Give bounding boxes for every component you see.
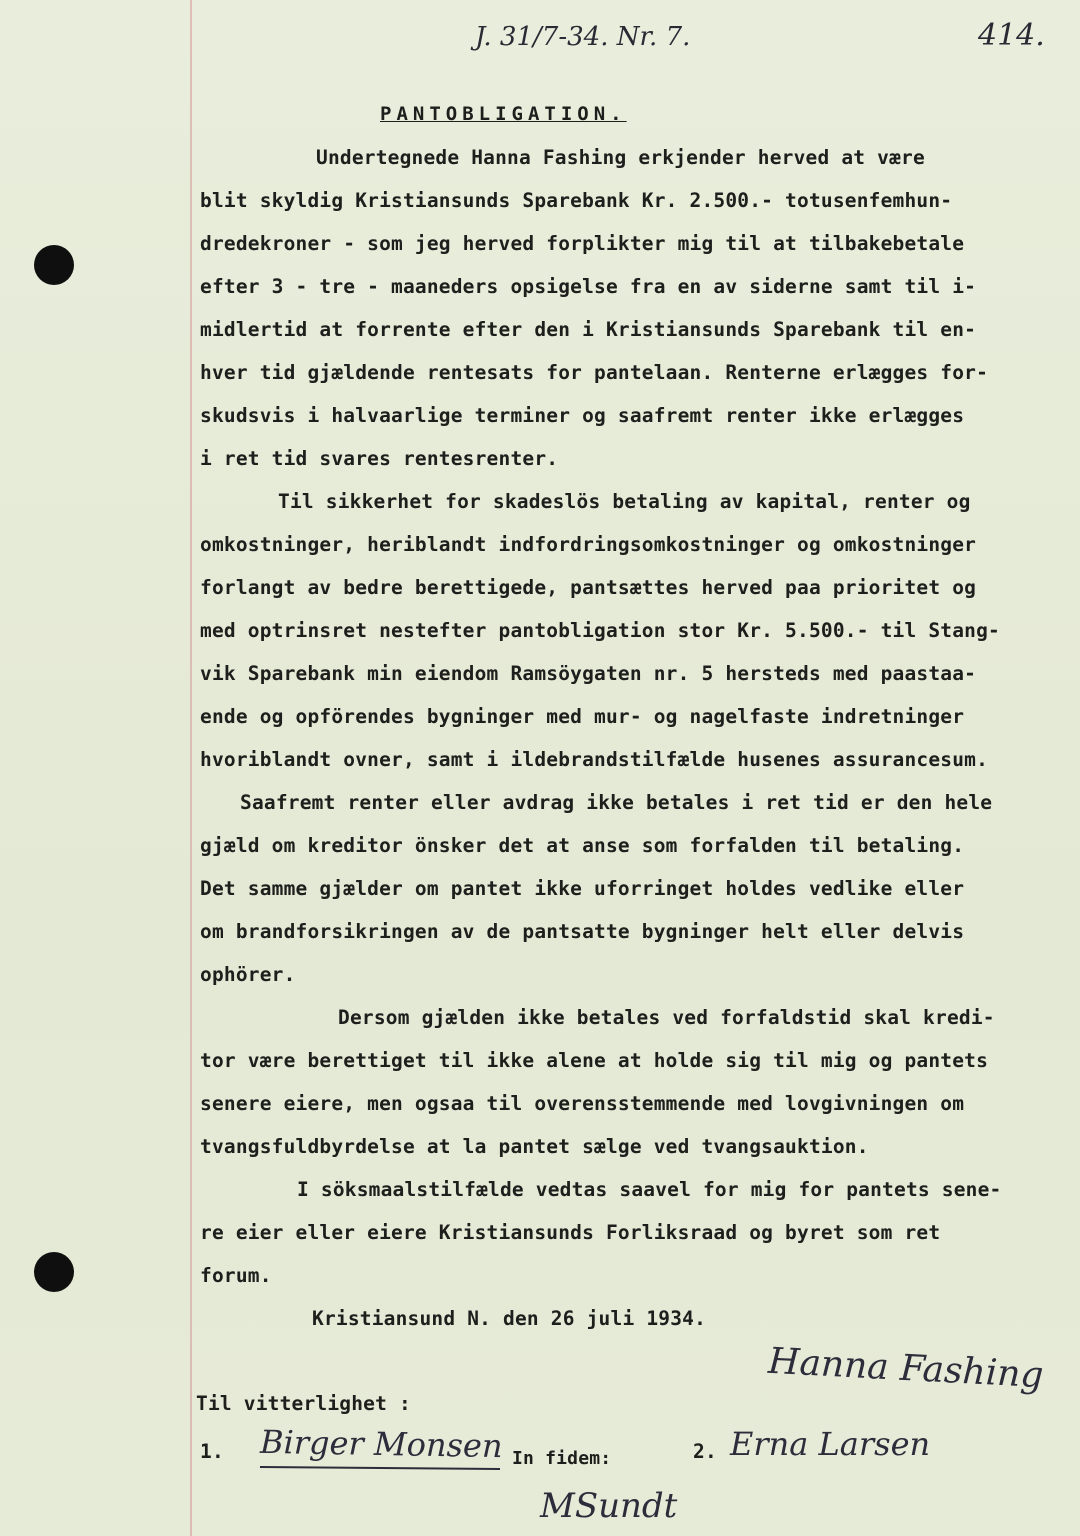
text-line: tor være berettiget til ikke alene at holde sig til mig og pantets — [200, 1049, 989, 1072]
text-line: i ret tid svares rentesrenter. — [200, 447, 559, 470]
text-line: Saafremt renter eller avdrag ikke betales i ret tid er den hele — [240, 791, 993, 814]
signature-witness-1: Birger Monsen — [259, 1422, 503, 1466]
text-line: re eier eller eiere Kristiansunds Forliksraad og byret som ret — [200, 1221, 941, 1244]
text-line: om brandforsikringen av de pantsatte bygninger helt eller delvis — [200, 920, 965, 943]
text-line: Dersom gjælden ikke betales ved forfaldstid skal kredi- — [338, 1006, 995, 1029]
signature-debtor: Hanna Fashing — [767, 1340, 1045, 1397]
text-line: skudsvis i halvaarlige terminer og saafremt renter ikke erlægges — [200, 404, 965, 427]
text-line: vik Sparebank min eiendom Ramsöygaten nr. 5 hersteds med paastaa- — [200, 662, 977, 685]
document-title: PANTOBLIGATION. — [380, 103, 627, 125]
text-line: gjæld om kreditor önsker det at anse som forfalden til betaling. — [200, 834, 965, 857]
text-line: forlangt av bedre berettigede, pantsættes herved paa prioritet og — [200, 576, 977, 599]
text-line: hver tid gjældende rentesats for pantelaan. Renterne erlægges for- — [200, 361, 989, 384]
text-line: I söksmaalstilfælde vedtas saavel for mig for pantets sene- — [297, 1178, 1002, 1201]
margin-line — [190, 0, 192, 1536]
witness-label: Til vitterlighet : — [196, 1392, 411, 1415]
text-line: ende og opförendes bygninger med mur- og nagelfaste indretninger — [200, 705, 965, 728]
punch-hole-bottom — [34, 1252, 74, 1292]
text-line: Til sikkerhet for skadeslös betaling av kapital, renter og — [278, 490, 971, 513]
text-line: ophörer. — [200, 963, 296, 986]
in-fidem-label: In fidem: — [512, 1448, 612, 1469]
text-line: Kristiansund N. den 26 juli 1934. — [312, 1307, 707, 1330]
witness-number-2: 2. — [693, 1440, 717, 1463]
text-line: forum. — [200, 1264, 272, 1287]
text-line: midlertid at forrente efter den i Kristiansunds Sparebank til en- — [200, 318, 977, 341]
signature-notary: MSundt — [540, 1486, 678, 1526]
text-line: Det samme gjælder om pantet ikke uforringet holdes vedlike eller — [200, 877, 965, 900]
text-line: Undertegnede Hanna Fashing erkjender herved at være — [316, 146, 925, 169]
text-line: efter 3 - tre - maaneders opsigelse fra en av siderne samt til i- — [200, 275, 977, 298]
text-line: dredekroner - som jeg herved forplikter mig til at tilbakebetale — [200, 232, 965, 255]
witness-number-1: 1. — [200, 1440, 224, 1463]
text-line: blit skyldig Kristiansunds Sparebank Kr. 2.500.- totusenfemhun- — [200, 189, 953, 212]
page-number: 414. — [978, 18, 1045, 53]
signature-underline — [260, 1466, 500, 1470]
text-line: med optrinsret nestefter pantobligation stor Kr. 5.500.- til Stang- — [200, 619, 1000, 642]
text-line: omkostninger, heriblandt indfordringsomkostninger og omkostninger — [200, 533, 977, 556]
header-annotation: J. 31/7-34. Nr. 7. — [475, 22, 691, 52]
text-line: tvangsfuldbyrdelse at la pantet sælge ved tvangsauktion. — [200, 1135, 869, 1158]
text-line: senere eiere, men ogsaa til overensstemmende med lovgivningen om — [200, 1092, 965, 1115]
punch-hole-top — [34, 245, 74, 285]
signature-witness-2: Erna Larsen — [730, 1425, 931, 1463]
text-line: hvoriblandt ovner, samt i ildebrandstilfælde husenes assurancesum. — [200, 748, 989, 771]
